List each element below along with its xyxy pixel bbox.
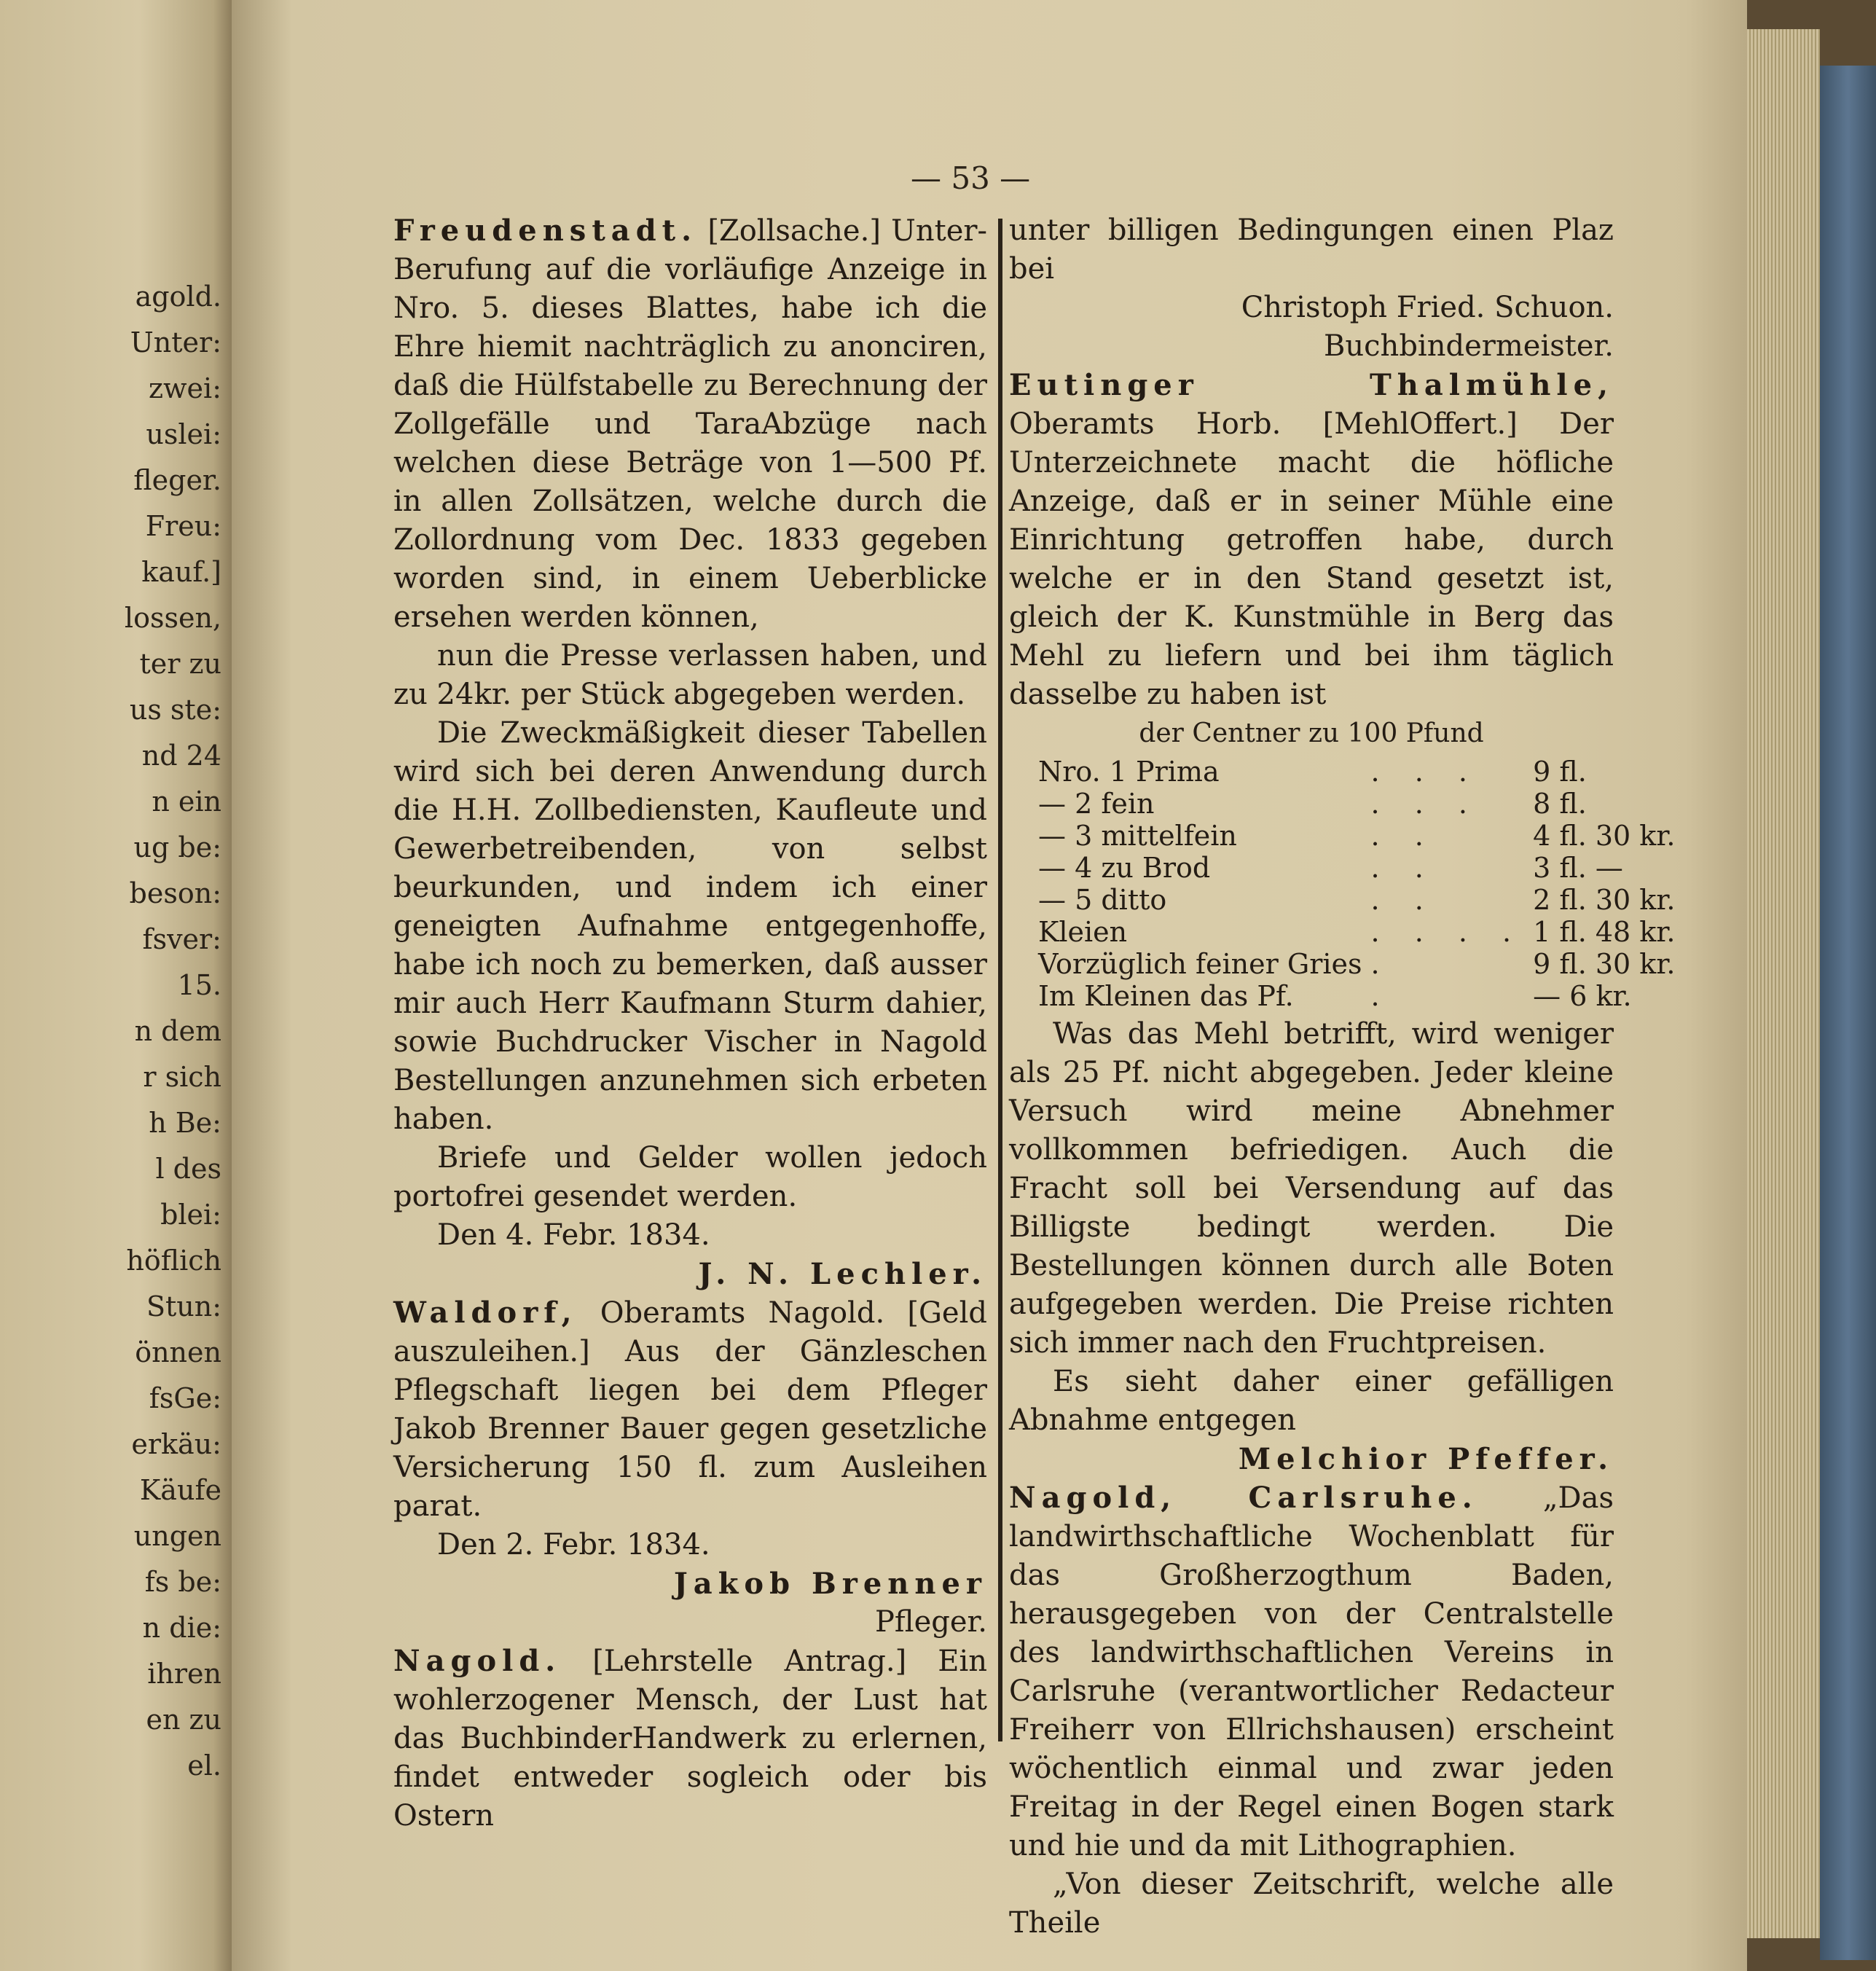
- notice-eutingen: Eutinger Thalmühle, Oberamts Horb. [MehlOffert.] Der Unterzeichnete macht die höfliche Anzeige, daß er in seiner Mühle eine Einrichtung getroffen habe, durch welche er in den Stand gesetzt ist, gleich der K. Kunstmühle in Berg das Mehl zu liefern und bei ihm täglich dasselbe zu haben ist: [1009, 368, 1614, 711]
- place-heading: Nagold, Carlsruhe.: [1009, 1481, 1478, 1515]
- left-page-fragment: önnen: [135, 1336, 221, 1368]
- left-page-fragment: fleger.: [133, 464, 221, 496]
- left-page-fragment: nd 24: [141, 740, 221, 772]
- left-page-fragment: r sich: [143, 1061, 221, 1093]
- price-label: — 3 mittelfein: [1038, 820, 1237, 852]
- place-heading: Nagold.: [393, 1644, 562, 1678]
- date-line: Den 4. Febr. 1834.: [437, 1218, 710, 1252]
- price-label: Nro. 1 Prima: [1038, 756, 1220, 788]
- left-page-fragment: fsGe:: [149, 1382, 221, 1414]
- signature-role: Buchbindermeister.: [1324, 329, 1614, 363]
- left-page-fragment: n dem: [134, 1015, 221, 1047]
- price-dots: . .: [1370, 852, 1437, 884]
- price-label: Im Kleinen das Pf.: [1038, 980, 1294, 1012]
- price-row: [1038, 948, 1684, 980]
- left-page-fragment: l des: [155, 1153, 221, 1185]
- price-dots: . .: [1370, 884, 1437, 916]
- price-row: [1038, 980, 1684, 1012]
- left-page-fragment: blei:: [160, 1199, 221, 1231]
- paragraph: Briefe und Gelder wollen jedoch portofrei gesendet werden.: [393, 1141, 987, 1213]
- price-price: 9 fl. 30 kr.: [1533, 948, 1676, 980]
- left-page-fragment: n die:: [142, 1612, 221, 1644]
- signature: Melchior Pfeffer.: [1238, 1442, 1614, 1476]
- signature: J. N. Lechler.: [698, 1257, 987, 1291]
- page-number: — 53 —: [911, 160, 1031, 196]
- price-price: 1 fl. 48 kr.: [1533, 916, 1676, 948]
- signature: Jakob Brenner: [673, 1567, 987, 1601]
- price-price: 9 fl.: [1533, 756, 1587, 788]
- place-heading: Freudenstadt.: [393, 213, 698, 248]
- left-page-fragment: Stun:: [146, 1290, 221, 1323]
- paragraph: Was das Mehl betrifft, wird weniger als 25 Pf. nicht abgegeben. Jeder kleine Versuch wird meine Abnehmer vollkommen befriedigen. Auch die Fracht soll bei Versendung auf das Billigste bedingt werden. Die Bestellungen können durch alle Boten aufgegeben werden. Die Preise richten sich immer nach den Fruchtpreisen.: [1009, 1017, 1614, 1360]
- price-price: 8 fl.: [1533, 788, 1587, 820]
- price-price: — 6 kr.: [1533, 980, 1632, 1012]
- left-page-fragment: fsver:: [142, 923, 221, 955]
- price-caption: der Centner zu 100 Pfund: [1139, 718, 1484, 748]
- left-page-fragment: kauf.]: [141, 556, 221, 588]
- price-dots: . . . .: [1370, 916, 1525, 948]
- paragraph: Die Zweckmäßigkeit dieser Tabellen wird sich bei deren Anwendung durch die H.H. Zollbediensten, Kaufleute und Gewerbetreibenden, von selbst beurkunden, und indem ich einer geneigten Aufnahme entgegenhoffe, habe ich noch zu bemerken, daß ausser mir auch Herr Kaufmann Sturm dahier, sowie Buchdrucker Vischer in Nagold Bestellungen anzunehmen sich erbeten haben.: [393, 716, 987, 1136]
- price-dots: .: [1370, 980, 1393, 1012]
- left-page-fragment: ter zu: [139, 648, 221, 680]
- left-page-fragment: zwei:: [149, 372, 221, 404]
- price-price: 2 fl. 30 kr.: [1533, 884, 1676, 916]
- notice-carlsruhe: Nagold, Carlsruhe. „Das landwirthschaftliche Wochenblatt für das Großherzogthum Baden, herausgegeben von der Centralstelle des landwirthschaftlichen Vereins in Carlsruhe (verantwortlicher Redacteur Freiherr von Ellrichshausen) erscheint wöchentlich einmal und zwar jeden Freitag in der Regel einen Bogen stark und hie und da mit Lithographien.: [1009, 1481, 1614, 1862]
- right-column: [1009, 211, 1676, 1943]
- price-label: Vorzüglich feiner Gries: [1038, 948, 1362, 980]
- left-page-fragment: Unter:: [130, 326, 221, 358]
- paragraph: Es sieht daher einer gefälligen Abnahme entgegen: [1009, 1365, 1614, 1437]
- signature: Christoph Fried. Schuon.: [1241, 291, 1614, 324]
- price-row: [1038, 852, 1684, 884]
- left-page-fragment: ug be:: [133, 831, 221, 863]
- price-price: 4 fl. 30 kr.: [1533, 820, 1676, 852]
- left-page-fragment: höflich: [126, 1245, 221, 1277]
- left-page-fragment: erkäu:: [131, 1428, 221, 1460]
- paragraph: nun die Presse verlassen haben, und zu 24kr. per Stück abgegeben werden.: [393, 639, 987, 711]
- price-dots: . . .: [1370, 788, 1480, 820]
- price-row: [1038, 916, 1684, 948]
- left-page-fragment: 15.: [177, 969, 221, 1001]
- left-page-fragment: uslei:: [146, 418, 221, 450]
- price-dots: . .: [1370, 820, 1437, 852]
- left-page-fragment: Freu:: [145, 510, 221, 542]
- left-page-fragment: us ste:: [129, 694, 221, 726]
- column-divider: [998, 219, 1002, 1741]
- left-page-fragment: ihren: [147, 1658, 221, 1690]
- left-page-fragment: beson:: [129, 877, 221, 909]
- paragraph: unter billigen Bedingungen einen Plaz bei: [1009, 213, 1614, 286]
- price-label: — 4 zu Brod: [1038, 852, 1211, 884]
- left-page-fragment: en zu: [146, 1704, 221, 1736]
- price-label: — 2 fein: [1038, 788, 1155, 820]
- notice-freudenstadt: Freudenstadt. [Zollsache.] Unter-Berufung auf die vorläufige Anzeige in Nro. 5. dieses Blattes, habe ich die Ehre hiemit nachträglich zu anonciren, daß die Hülfstabelle zu Berechnung der Zollgefälle und TaraAbzüge nach welchen diese Beträge von 1—500 Pf. in allen Zollsätzen, welche durch die Zollordnung vom Dec. 1833 gegeben worden sind, in einem Ueberblicke ersehen werden können,: [393, 213, 988, 634]
- left-page-fragment: Käufe: [139, 1474, 221, 1506]
- left-page-fragment: h Be:: [149, 1107, 221, 1139]
- price-label: Kleien: [1038, 916, 1128, 948]
- place-heading: Eutinger Thalmühle,: [1009, 368, 1614, 402]
- price-price: 3 fl. —: [1533, 852, 1623, 884]
- price-row: [1038, 788, 1684, 820]
- left-page-fragment: el.: [187, 1749, 221, 1782]
- left-column: [393, 211, 987, 1835]
- left-page-fragment: fs be:: [144, 1566, 221, 1598]
- book-cover: [1820, 66, 1876, 1960]
- left-page-fragment: n ein: [152, 785, 221, 818]
- place-heading: Waldorf,: [393, 1296, 578, 1330]
- notice-nagold: Nagold. [Lehrstelle Antrag.] Ein wohlerzogener Mensch, der Lust hat das BuchbinderHandwerk zu erlernen, findet entweder sogleich oder bis Ostern: [393, 1644, 988, 1833]
- date-line: Den 2. Febr. 1834.: [437, 1528, 710, 1561]
- left-page-fragment: agold.: [135, 281, 221, 313]
- price-row: [1038, 756, 1684, 788]
- signature-role: Pfleger.: [875, 1605, 987, 1639]
- price-table: [1038, 756, 1684, 1012]
- price-label: — 5 ditto: [1038, 884, 1167, 916]
- left-page: [0, 0, 232, 1971]
- left-page-fragment: lossen,: [124, 602, 221, 634]
- left-page-fragment: ungen: [133, 1520, 221, 1552]
- price-row: [1038, 820, 1684, 852]
- price-dots: . . .: [1370, 756, 1480, 788]
- price-row: [1038, 884, 1684, 916]
- notice-waldorf: Waldorf, Oberamts Nagold. [Geld auszuleihen.] Aus der Gänzleschen Pflegschaft liegen bei dem Pfleger Jakob Brenner Bauer gegen gesetzliche Versicherung 150 fl. zum Ausleihen parat.: [393, 1296, 987, 1523]
- price-dots: .: [1370, 948, 1393, 980]
- paragraph: „Von dieser Zeitschrift, welche alle Theile: [1009, 1868, 1614, 1940]
- page-edges: [1747, 29, 1820, 1938]
